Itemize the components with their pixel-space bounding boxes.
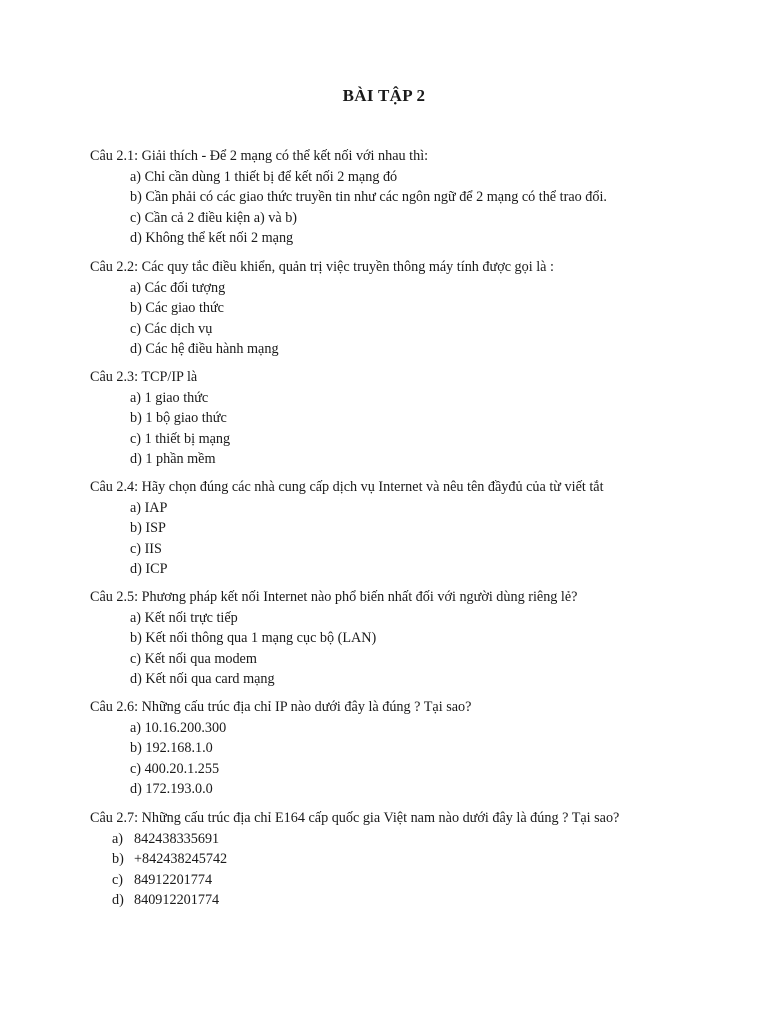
option-b	[90, 187, 690, 208]
question-text: Câu 2.5: Phương pháp kết nối Internet nào phổ biến nhất đối với người dùng riêng lẻ?	[90, 589, 578, 605]
option-a	[90, 718, 690, 739]
option-letter: c)	[130, 320, 142, 337]
option-c	[90, 649, 690, 670]
option-letter: c)	[130, 760, 142, 777]
option-text: IIS	[141, 540, 162, 557]
question-text: Câu 2.2: Các quy tắc điều khiển, quản trị việc truyền thông máy tính được gọi là :	[90, 259, 554, 275]
option-letter: d)	[130, 671, 142, 687]
option-text: 10.16.200.300	[141, 719, 227, 736]
question-text: Câu 2.6: Những cấu trúc địa chỉ IP nào dưới đây là đúng ? Tại sao?	[90, 699, 472, 715]
option-letter: a)	[130, 389, 142, 406]
option-letter: d)	[130, 451, 142, 467]
question-2-1	[90, 146, 690, 249]
option-letter: b)	[130, 189, 142, 205]
option-list	[90, 829, 690, 911]
option-letter: c)	[130, 650, 142, 667]
question-2-7	[90, 808, 690, 911]
option-text: 1 phần mềm	[141, 451, 216, 467]
option-text: 1 giao thức	[141, 389, 209, 406]
option-letter: c)	[112, 871, 124, 888]
question-2-6	[90, 697, 690, 800]
option-letter: a)	[130, 609, 142, 626]
question-text: Câu 2.3: TCP/IP là	[90, 369, 198, 385]
option-letter: c)	[130, 209, 142, 226]
option-letter: c)	[130, 430, 142, 447]
option-d	[90, 449, 690, 470]
option-text: Cần cả 2 điều kiện a) và b)	[141, 209, 298, 226]
option-letter: b)	[130, 410, 142, 426]
option-c	[90, 208, 690, 229]
option-d	[90, 779, 690, 800]
option-d	[90, 228, 690, 249]
option-d	[90, 559, 690, 580]
option-list	[90, 608, 690, 690]
option-letter: d)	[130, 781, 142, 797]
option-letter: d)	[130, 561, 142, 577]
option-list	[90, 278, 690, 360]
option-text: Các hệ điều hành mạng	[141, 341, 279, 357]
option-list	[90, 167, 690, 249]
question-text: Câu 2.4: Hãy chọn đúng các nhà cung cấp dịch vụ Internet và nêu tên đầyđủ của từ viết tắt	[90, 479, 604, 495]
option-text: Kết nối thông qua 1 mạng cục bộ (LAN)	[141, 630, 377, 646]
option-text: IAP	[141, 499, 168, 516]
option-b	[90, 298, 690, 319]
question-text: Câu 2.7: Những cấu trúc địa chỉ E164 cấp quốc gia Việt nam nào dưới đây là đúng ? Tại sao?	[90, 810, 620, 826]
option-c	[90, 870, 690, 891]
option-text: 840912201774	[134, 892, 220, 908]
option-letter: a)	[130, 719, 142, 736]
option-list	[90, 498, 690, 580]
option-text: Kết nối qua card mạng	[141, 671, 275, 687]
option-text: ISP	[141, 520, 166, 536]
option-text: 172.193.0.0	[141, 781, 213, 797]
option-c	[90, 429, 690, 450]
page-title: BÀI TẬP 2	[342, 86, 426, 105]
option-a	[90, 829, 690, 850]
option-b	[90, 408, 690, 429]
option-text: 400.20.1.255	[141, 760, 220, 777]
option-text: +842438245742	[134, 851, 228, 867]
option-b	[90, 738, 690, 759]
question-2-3	[90, 367, 690, 470]
option-text: 842438335691	[134, 830, 220, 847]
option-d	[90, 890, 690, 911]
option-a	[90, 498, 690, 519]
option-c	[90, 759, 690, 780]
option-letter: b)	[112, 851, 124, 867]
option-a	[90, 608, 690, 629]
option-a	[90, 278, 690, 299]
option-list	[90, 718, 690, 800]
question-2-2	[90, 257, 690, 360]
option-letter: d)	[130, 341, 142, 357]
option-list	[90, 388, 690, 470]
option-b	[90, 518, 690, 539]
option-letter: b)	[130, 300, 142, 316]
option-letter: c)	[130, 540, 142, 557]
question-2-5	[90, 587, 690, 690]
option-text: Chỉ cần dùng 1 thiết bị để kết nối 2 mạng đó	[141, 168, 398, 185]
question-text: Câu 2.1: Giải thích - Để 2 mạng có thể kết nối với nhau thì:	[90, 148, 429, 164]
option-letter: d)	[130, 230, 142, 246]
option-letter: b)	[130, 630, 142, 646]
option-text: 192.168.1.0	[141, 740, 213, 756]
option-text: Cần phải có các giao thức truyền tin như các ngôn ngữ để 2 mạng có thể trao đổi.	[141, 189, 607, 205]
option-text: Không thể kết nối 2 mạng	[141, 230, 294, 246]
option-text: 1 thiết bị mạng	[141, 430, 231, 447]
option-text: Các dịch vụ	[141, 320, 213, 337]
option-a	[90, 167, 690, 188]
option-text: Các đối tượng	[141, 279, 226, 296]
option-text: 84912201774	[134, 871, 213, 888]
option-text: Kết nối trực tiếp	[141, 609, 238, 626]
option-letter: d)	[112, 892, 124, 908]
question-2-4	[90, 477, 690, 580]
option-letter: b)	[130, 740, 142, 756]
option-text: Các giao thức	[141, 300, 224, 316]
option-letter: b)	[130, 520, 142, 536]
option-c	[90, 319, 690, 340]
option-d	[90, 339, 690, 360]
option-text: 1 bộ giao thức	[141, 410, 227, 426]
option-letter: a)	[130, 168, 142, 185]
option-letter: a)	[130, 279, 142, 296]
option-b	[90, 849, 690, 870]
option-letter: a)	[130, 499, 142, 516]
option-d	[90, 669, 690, 690]
option-text: Kết nối qua modem	[141, 650, 257, 667]
option-b	[90, 628, 690, 649]
option-c	[90, 539, 690, 560]
option-a	[90, 388, 690, 409]
option-letter: a)	[112, 830, 124, 847]
option-text: ICP	[141, 561, 168, 577]
